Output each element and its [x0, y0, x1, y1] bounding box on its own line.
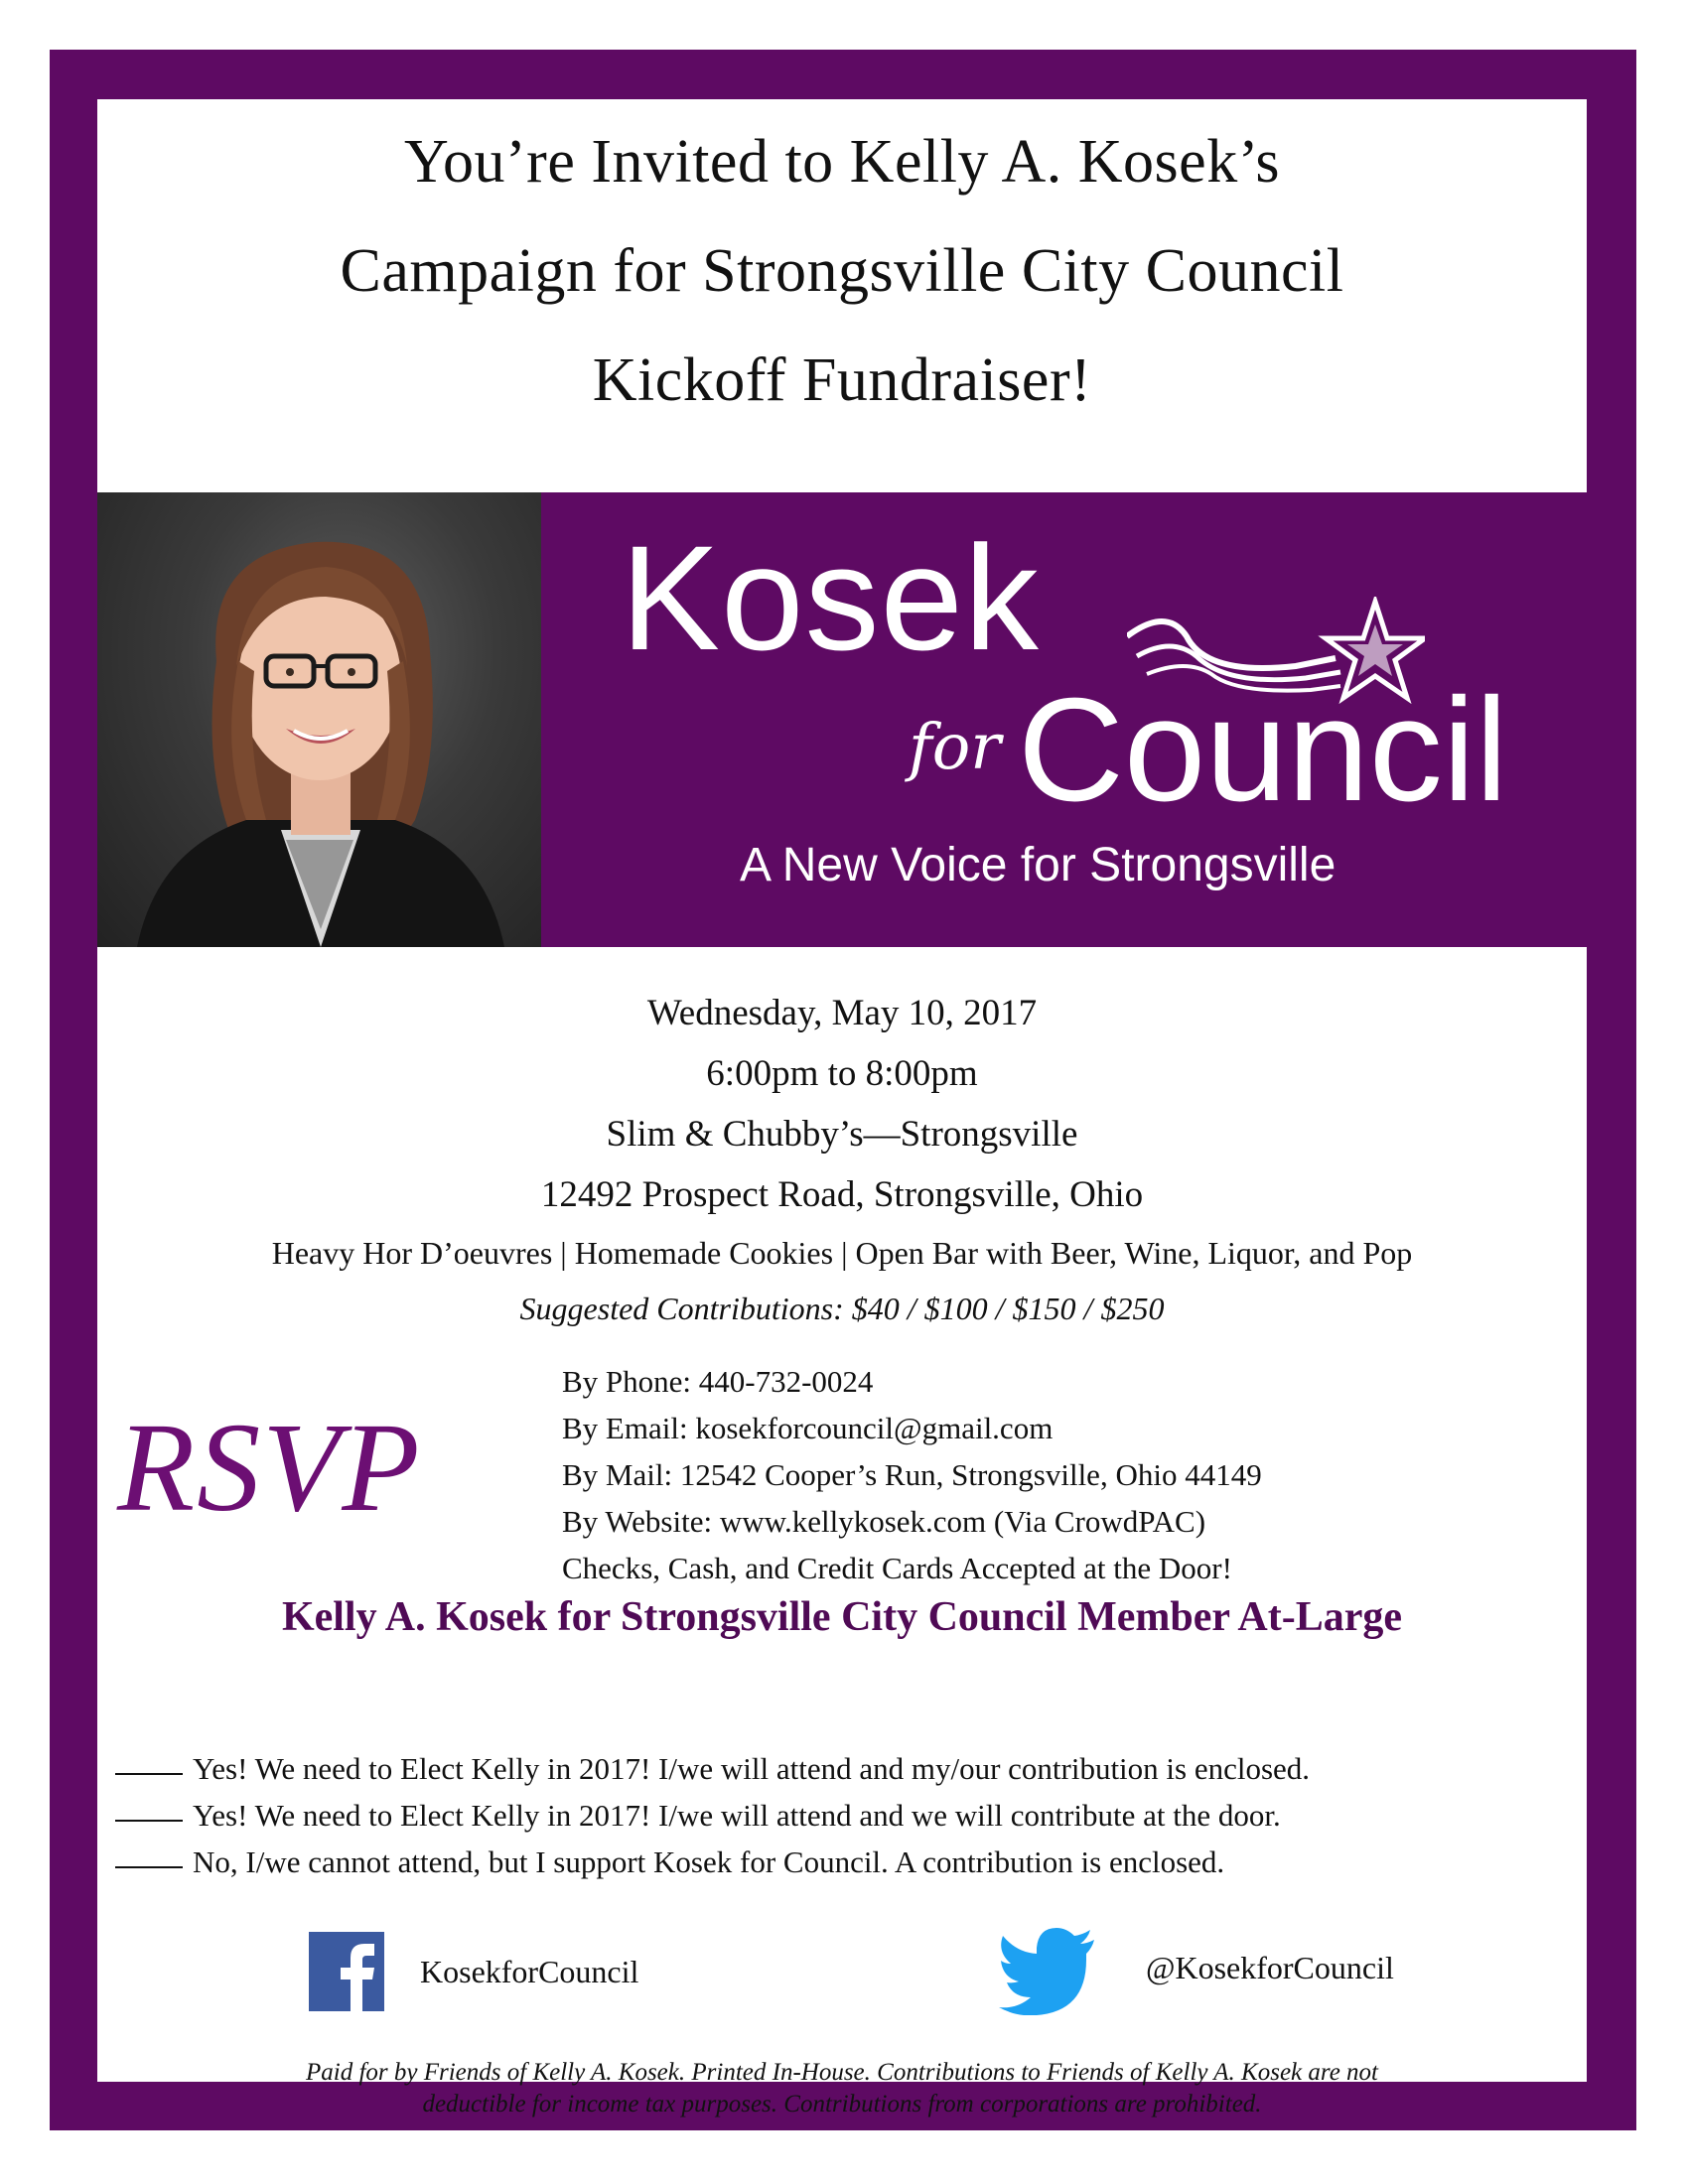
rsvp-payment: Checks, Cash, and Credit Cards Accepted at the Door!	[562, 1551, 1232, 1585]
event-amenities: Heavy Hor D’oeuvres | Homemade Cookies | Open Bar with Beer, Wine, Liquor, and Pop	[271, 1235, 1413, 1271]
event-details	[97, 983, 1587, 1336]
checkbox-blank[interactable]	[115, 1773, 183, 1775]
logo-for: for	[909, 711, 1001, 784]
option-row	[115, 1792, 1310, 1839]
event-date: Wednesday, May 10, 2017	[646, 993, 1038, 1033]
header-line-2: Campaign for Strongsville City Council	[340, 237, 1344, 305]
suggested-contributions: Suggested Contributions: $40 / $100 / $150 / $250	[519, 1291, 1165, 1326]
response-options	[115, 1745, 1310, 1885]
rsvp-mail: By Mail: 12542 Cooper’s Run, Strongsville, Ohio 44149	[562, 1457, 1262, 1492]
rsvp-email: By Email: kosekforcouncil@gmail.com	[562, 1411, 1054, 1445]
event-venue: Slim & Chubby’s—Strongsville	[606, 1114, 1078, 1155]
rsvp-website: By Website: www.kellykosek.com (Via CrowdPAC)	[562, 1504, 1206, 1539]
invitation-header	[97, 99, 1587, 491]
logo-office: Council	[1018, 668, 1508, 832]
purple-border-frame	[50, 50, 1636, 2130]
facebook-handle: KosekforCouncil	[420, 1954, 639, 1989]
option-row	[115, 1745, 1310, 1792]
option-row	[115, 1839, 1310, 1885]
twitter-handle: @KosekforCouncil	[1146, 1950, 1394, 1985]
header-line-1: You’re Invited to Kelly A. Kosek’s	[403, 128, 1281, 196]
rsvp-phone: By Phone: 440-732-0024	[562, 1364, 874, 1399]
event-address: 12492 Prospect Road, Strongsville, Ohio	[540, 1174, 1144, 1215]
rsvp-heading: RSVP	[117, 1397, 422, 1538]
candidate-line: Kelly A. Kosek for Strongsville City Council Member At-Large	[281, 1594, 1403, 1640]
rsvp-methods	[562, 1358, 1262, 1591]
option-text: Yes! We need to Elect Kelly in 2017! I/we will attend and my/our contribution is enclosed.	[193, 1751, 1311, 1786]
checkbox-blank[interactable]	[115, 1866, 183, 1868]
campaign-banner	[50, 492, 1636, 947]
legal-disclaimer	[97, 2057, 1587, 2120]
kosek-for-council-logo	[541, 492, 1589, 947]
disclaimer-line-2: deductible for income tax purposes. Contributions from corporations are prohibited.	[422, 2091, 1262, 2117]
option-text: Yes! We need to Elect Kelly in 2017! I/we will attend and we will contribute at the door.	[193, 1798, 1281, 1833]
facebook-icon	[309, 1932, 384, 2011]
twitter-icon	[999, 1926, 1098, 2015]
disclaimer-line-1: Paid for by Friends of Kelly A. Kosek. Printed In-House. Contributions to Friends of Kelly A. Kosek are not	[306, 2059, 1378, 2086]
header-line-3: Kickoff Fundraiser!	[592, 346, 1092, 414]
candidate-photo	[97, 492, 541, 947]
event-time: 6:00pm to 8:00pm	[706, 1053, 978, 1094]
flyer-content	[97, 99, 1587, 2117]
option-text: No, I/we cannot attend, but I support Kosek for Council. A contribution is enclosed.	[193, 1844, 1225, 1879]
checkbox-blank[interactable]	[115, 1820, 183, 1822]
logo-name: Kosek	[621, 514, 1040, 681]
logo-tagline: A New Voice for Strongsville	[740, 839, 1336, 891]
